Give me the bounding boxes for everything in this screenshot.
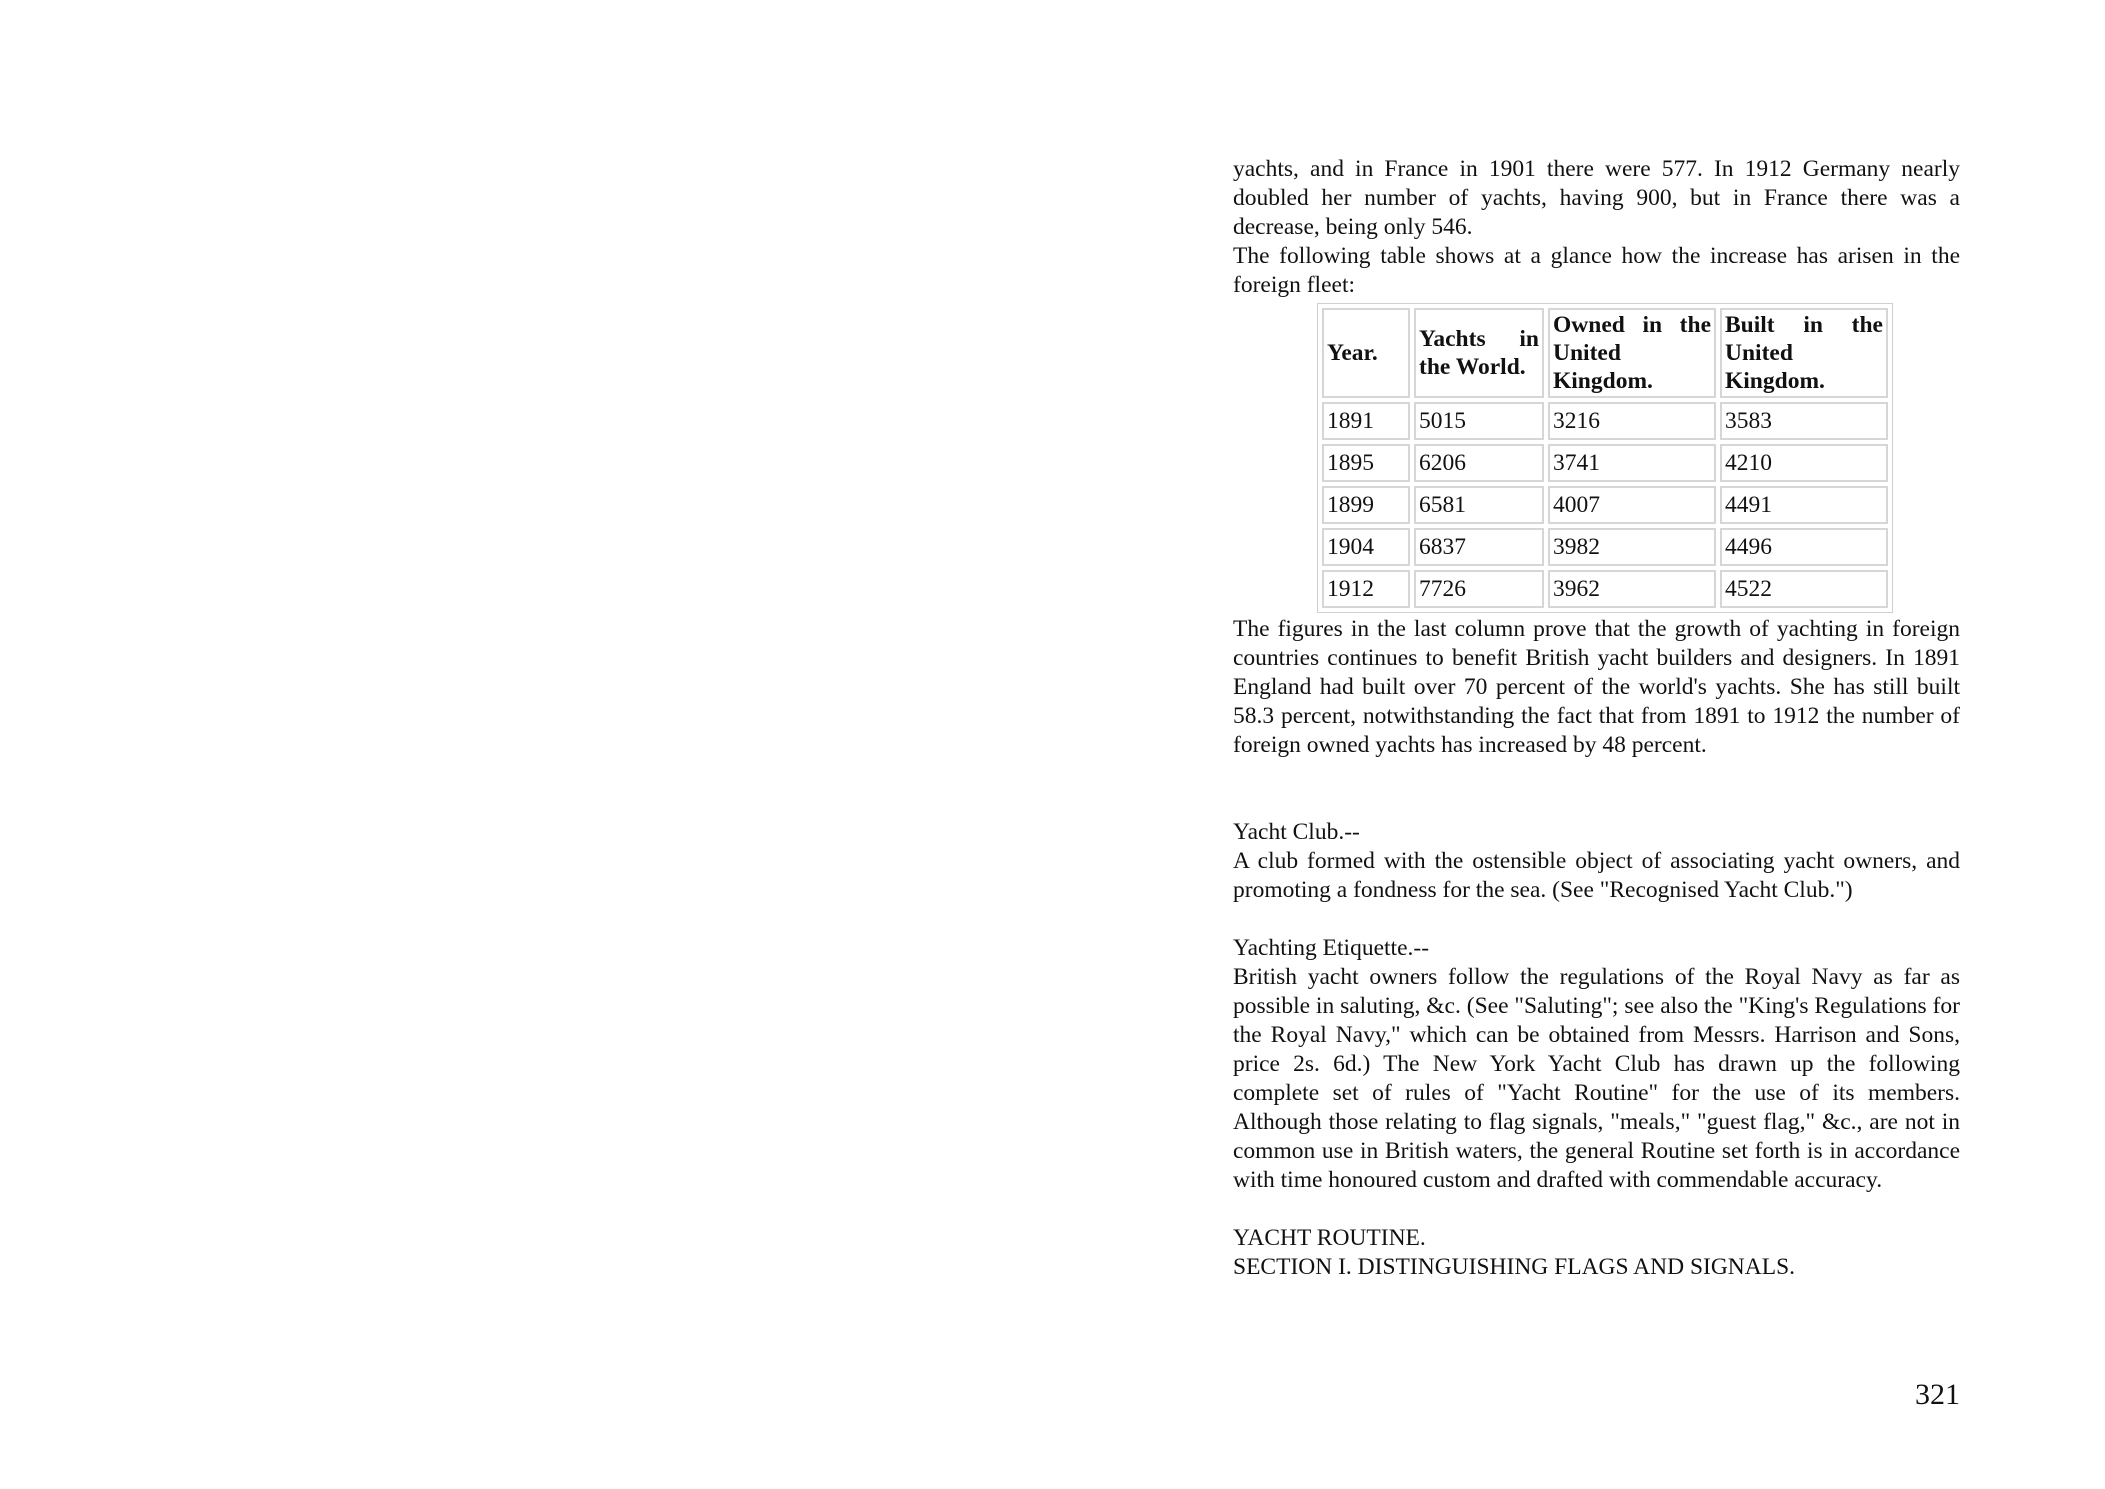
spacer — [1233, 1195, 1960, 1224]
table-row — [1322, 528, 1888, 566]
section-heading: SECTION I. DISTINGUISHING FLAGS AND SIGNALS. — [1233, 1254, 1796, 1280]
cell-yachts-in-world: 6837 — [1414, 528, 1544, 566]
yacht-table-wrapper — [1317, 303, 1960, 613]
spacer — [1233, 905, 1960, 934]
yacht-statistics-table — [1317, 303, 1893, 613]
cell-owned-in-uk: 3982 — [1548, 528, 1716, 566]
cell-yachts-in-world: 5015 — [1414, 402, 1544, 440]
cell-built-in-uk: 4522 — [1720, 570, 1888, 608]
cell-year: 1891 — [1322, 402, 1410, 440]
header-owned-in-uk: Owned in the United Kingdom. — [1548, 308, 1716, 398]
table-row — [1322, 570, 1888, 608]
paragraph-fleet-counts: yachts, and in France in 1901 there were 577. In 1912 Germany nearly doubled her number of yachts, having 900, but in France there was a decrease, being only 546. — [1233, 156, 1960, 240]
yachting-etiquette-heading: Yachting Etiquette.-- — [1233, 935, 1430, 961]
header-year: Year. — [1322, 308, 1410, 398]
header-yachts-in-world: Yachts in the World. — [1414, 308, 1544, 398]
table-header-row — [1322, 308, 1888, 398]
yacht-club-heading: Yacht Club.-- — [1233, 819, 1360, 845]
cell-owned-in-uk: 3962 — [1548, 570, 1716, 608]
header-built-in-uk: Built in the United Kingdom. — [1720, 308, 1888, 398]
paragraph-table-intro: The following table shows at a glance how the increase has arisen in the foreign fleet: — [1233, 243, 1960, 298]
table-row — [1322, 486, 1888, 524]
cell-year: 1899 — [1322, 486, 1410, 524]
yacht-routine-title: YACHT ROUTINE. — [1233, 1225, 1426, 1251]
yacht-club-definition: A club formed with the ostensible object of associating yacht owners, and promoting a fondness for the sea. (See "Recognised Yacht Club.") — [1233, 848, 1960, 903]
cell-yachts-in-world: 6581 — [1414, 486, 1544, 524]
cell-built-in-uk: 4491 — [1720, 486, 1888, 524]
page-number: 321 — [1915, 1378, 1960, 1411]
paragraph-figures-analysis: The figures in the last column prove that the growth of yachting in foreign countries continues to benefit British yacht builders and designers. In 1891 England had built over 70 percent of the world's yachts. She has still built 58.3 percent, notwithstanding the fact that from 1891 to 1912 the number of foreign owned yachts has increased by 48 percent. — [1233, 616, 1960, 758]
table-row — [1322, 444, 1888, 482]
cell-year: 1904 — [1322, 528, 1410, 566]
cell-yachts-in-world: 6206 — [1414, 444, 1544, 482]
cell-yachts-in-world: 7726 — [1414, 570, 1544, 608]
cell-built-in-uk: 3583 — [1720, 402, 1888, 440]
cell-year: 1895 — [1322, 444, 1410, 482]
spacer — [1233, 760, 1960, 818]
yachting-etiquette-text: British yacht owners follow the regulations of the Royal Navy as far as possible in saluting, &c. (See "Saluting"; see also the "King's Regulations for the Royal Navy," which can be obtained from Messrs. Harrison and Sons, price 2s. 6d.) The New York Yacht Club has drawn up the following complete set of rules of "Yacht Routine" for the use of its members. Although those relating to flag signals, "meals," "guest flag," &c., are not in common use in British waters, the general Routine set forth is in accordance with time honoured custom and drafted with commendable accuracy. — [1233, 964, 1960, 1193]
page-text-column — [1233, 155, 1960, 1282]
cell-owned-in-uk: 3216 — [1548, 402, 1716, 440]
table-row — [1322, 402, 1888, 440]
cell-owned-in-uk: 3741 — [1548, 444, 1716, 482]
cell-built-in-uk: 4210 — [1720, 444, 1888, 482]
cell-built-in-uk: 4496 — [1720, 528, 1888, 566]
cell-year: 1912 — [1322, 570, 1410, 608]
cell-owned-in-uk: 4007 — [1548, 486, 1716, 524]
